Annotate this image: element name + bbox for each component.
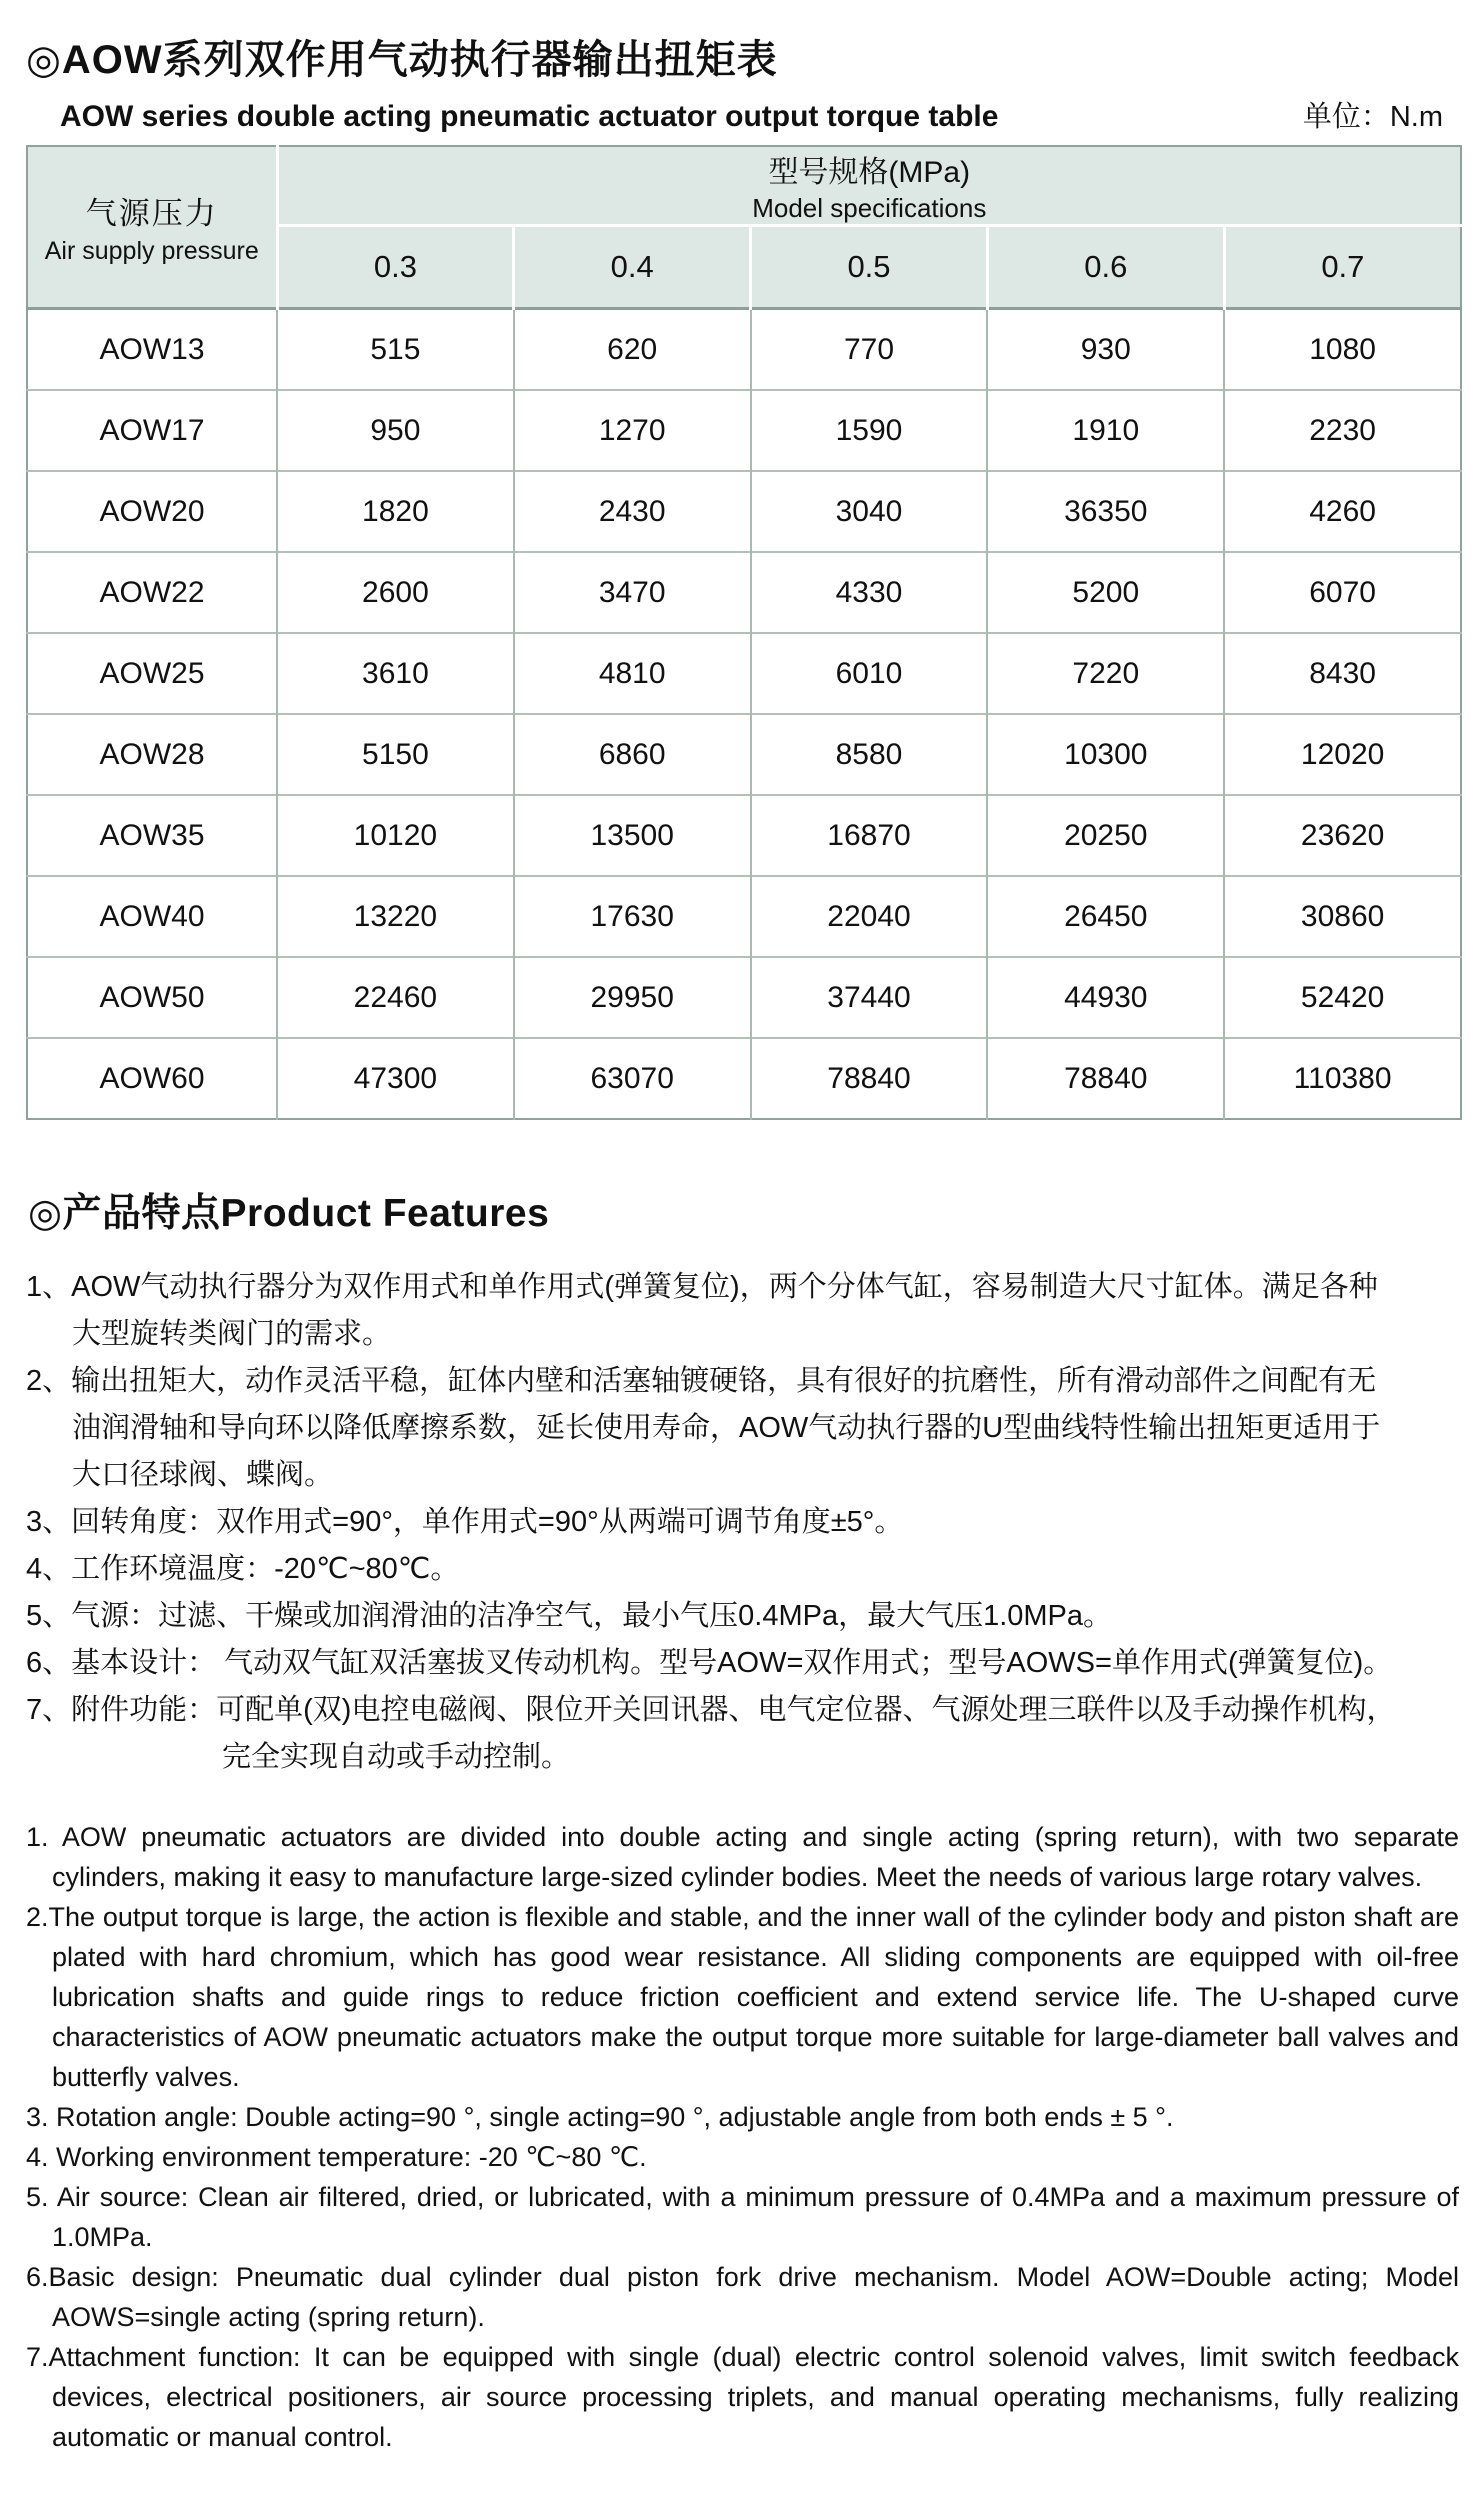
torque-value-cell: 16870 [751,795,988,876]
feature-en-item: 1. AOW pneumatic actuators are divided into double acting and single acting (spring return), with two separate cylinders, making it easy to manufacture large-sized cylinder bodies. Meet the needs of various large rotary valves. [26,1822,1459,1892]
torque-value-cell: 930 [987,309,1224,391]
unit-label: 单位：N.m [1302,101,1443,133]
model-specifications-label-zh: 型号规格(MPa) [768,156,971,189]
torque-value-cell: 78840 [751,1038,988,1119]
torque-table [26,145,1462,1120]
features-en-list [26,1817,1459,2457]
pressure-header-cell: 0.5 [751,226,988,309]
model-cell: AOW20 [27,471,277,552]
torque-value-cell: 20250 [987,795,1224,876]
feature-zh-line: 完全实现自动或手动控制。 [222,1741,571,1773]
torque-value-cell: 10120 [277,795,514,876]
model-cell: AOW25 [27,633,277,714]
features-heading: ◎产品特点Product Features [28,1192,550,1235]
torque-value-cell: 2600 [277,552,514,633]
torque-value-cell: 22460 [277,957,514,1038]
torque-value-cell: 22040 [751,876,988,957]
features-zh-list [26,1264,1459,1781]
torque-value-cell: 63070 [514,1038,751,1119]
torque-value-cell: 37440 [751,957,988,1038]
torque-value-cell: 770 [751,309,988,391]
torque-value-cell: 6070 [1224,552,1461,633]
torque-value-cell: 1910 [987,390,1224,471]
model-cell: AOW60 [27,1038,277,1119]
page-title: ◎AOW系列双作用气动执行器输出扭矩表 [26,38,778,82]
torque-value-cell: 1590 [751,390,988,471]
torque-value-cell: 5150 [277,714,514,795]
feature-zh-item [26,1358,1459,1499]
model-cell: AOW35 [27,795,277,876]
feature-zh-line: 7、附件功能：可配单(双)电控电磁阀、限位开关回讯器、电气定位器、气源处理三联件以及手动操作机构， [26,1694,1396,1726]
feature-zh-line: 大口径球阀、蝶阀。 [72,1459,334,1491]
torque-value-cell: 4810 [514,633,751,714]
feature-zh-line: 2、输出扭矩大，动作灵活平稳，缸体内壁和活塞轴镀硬铬，具有很好的抗磨性，所有滑动部件之间配有无 [26,1365,1377,1397]
torque-value-cell: 4330 [751,552,988,633]
model-cell: AOW13 [27,309,277,391]
model-cell: AOW22 [27,552,277,633]
feature-zh-line: 6、基本设计： 气动双气缸双活塞拔叉传动机构。型号AOW=双作用式；型号AOWS=单作用式(弹簧复位)。 [26,1647,1393,1679]
feature-en-item: 6.Basic design: Pneumatic dual cylinder dual piston fork drive mechanism. Model AOW=Double acting; Model AOWS=single acting (spring return). [26,2262,1459,2332]
feature-zh-line: 油润滑轴和导向环以降低摩擦系数，延长使用寿命，AOW气动执行器的U型曲线特性输出扭矩更适用于 [72,1412,1381,1444]
feature-zh-item [26,1264,1459,1358]
air-supply-pressure-label-zh: 气源压力 [85,196,218,232]
torque-value-cell: 78840 [987,1038,1224,1119]
air-supply-pressure-label-en: Air supply pressure [44,237,259,266]
table-row [27,876,1461,957]
feature-zh-line: 1、AOW气动执行器分为双作用式和单作用式(弹簧复位)，两个分体气缸，容易制造大尺寸缸体。满足各种 [26,1271,1378,1303]
model-cell: AOW17 [27,390,277,471]
table-row [27,633,1461,714]
torque-value-cell: 950 [277,390,514,471]
torque-table-header [27,146,1461,309]
torque-value-cell: 7220 [987,633,1224,714]
feature-en-item: 2.The output torque is large, the action is flexible and stable, and the inner wall of the cylinder body and piston shaft are plated with hard chromium, which has good wear resistance. All sliding components are equipped with oil-free lubrication shafts and guide rings to reduce friction coefficient and extend service life. The U-shaped curve characteristics of AOW pneumatic actuators make the output torque more suitable for large-diameter ball valves and butterfly valves. [26,1902,1459,2092]
torque-value-cell: 52420 [1224,957,1461,1038]
subtitle-row [26,94,1459,145]
model-specifications-header [277,146,1461,226]
table-row [27,1038,1461,1119]
torque-value-cell: 515 [277,309,514,391]
torque-value-cell: 36350 [987,471,1224,552]
feature-en-item: 7.Attachment function: It can be equipped with single (dual) electric control solenoid valves, limit switch feedback devices, electrical positioners, air source processing triplets, and manual operating mechanisms, fully realizing automatic or manual control. [26,2342,1459,2452]
torque-value-cell: 29950 [514,957,751,1038]
feature-zh-line: 4、工作环境温度：-20℃~80℃。 [26,1553,460,1585]
torque-value-cell: 17630 [514,876,751,957]
model-cell: AOW28 [27,714,277,795]
table-row [27,552,1461,633]
torque-value-cell: 6010 [751,633,988,714]
table-row [27,390,1461,471]
feature-zh-line: 大型旋转类阀门的需求。 [72,1318,392,1350]
table-row [27,471,1461,552]
pressure-header-cell: 0.6 [987,226,1224,309]
table-row [27,957,1461,1038]
feature-zh-item [26,1640,1459,1687]
torque-table-body [27,309,1461,1120]
torque-value-cell: 8580 [751,714,988,795]
torque-value-cell: 8430 [1224,633,1461,714]
table-row [27,309,1461,391]
torque-value-cell: 23620 [1224,795,1461,876]
torque-value-cell: 3470 [514,552,751,633]
feature-zh-item [26,1546,1459,1593]
feature-en-item: 3. Rotation angle: Double acting=90 °, single acting=90 °, adjustable angle from both ends ± 5 °. [26,2102,1174,2132]
torque-value-cell: 3610 [277,633,514,714]
torque-value-cell: 44930 [987,957,1224,1038]
torque-value-cell: 1270 [514,390,751,471]
feature-zh-line: 3、回转角度：双作用式=90°，单作用式=90°从两端可调节角度±5°。 [26,1506,904,1538]
pressure-header-cell: 0.7 [1224,226,1461,309]
feature-zh-item [26,1687,1459,1781]
torque-value-cell: 5200 [987,552,1224,633]
torque-value-cell: 13220 [277,876,514,957]
torque-value-cell: 2230 [1224,390,1461,471]
torque-value-cell: 26450 [987,876,1224,957]
table-row [27,714,1461,795]
feature-en-item: 5. Air source: Clean air filtered, dried, or lubricated, with a minimum pressure of 0.4MPa and a maximum pressure of 1.0MPa. [26,2182,1459,2252]
torque-value-cell: 47300 [277,1038,514,1119]
torque-value-cell: 3040 [751,471,988,552]
pressure-header-cell: 0.4 [514,226,751,309]
pressure-header-cell: 0.3 [277,226,514,309]
model-specifications-label-en: Model specifications [752,193,987,223]
table-row [27,795,1461,876]
model-cell: AOW50 [27,957,277,1038]
torque-value-cell: 2430 [514,471,751,552]
air-supply-pressure-header [27,146,277,309]
torque-value-cell: 30860 [1224,876,1461,957]
torque-value-cell: 620 [514,309,751,391]
torque-value-cell: 110380 [1224,1038,1461,1119]
torque-value-cell: 4260 [1224,471,1461,552]
feature-zh-item [26,1593,1459,1640]
feature-zh-item [26,1499,1459,1546]
torque-value-cell: 1820 [277,471,514,552]
feature-zh-line: 5、气源：过滤、干燥或加润滑油的洁净空气，最小气压0.4MPa，最大气压1.0MPa。 [26,1600,1113,1632]
torque-value-cell: 1080 [1224,309,1461,391]
torque-value-cell: 13500 [514,795,751,876]
feature-en-item: 4. Working environment temperature: -20 ℃~80 ℃. [26,2142,647,2172]
torque-value-cell: 12020 [1224,714,1461,795]
torque-value-cell: 10300 [987,714,1224,795]
page-subtitle-en: AOW series double acting pneumatic actuator output torque table [60,100,999,133]
torque-value-cell: 6860 [514,714,751,795]
model-cell: AOW40 [27,876,277,957]
